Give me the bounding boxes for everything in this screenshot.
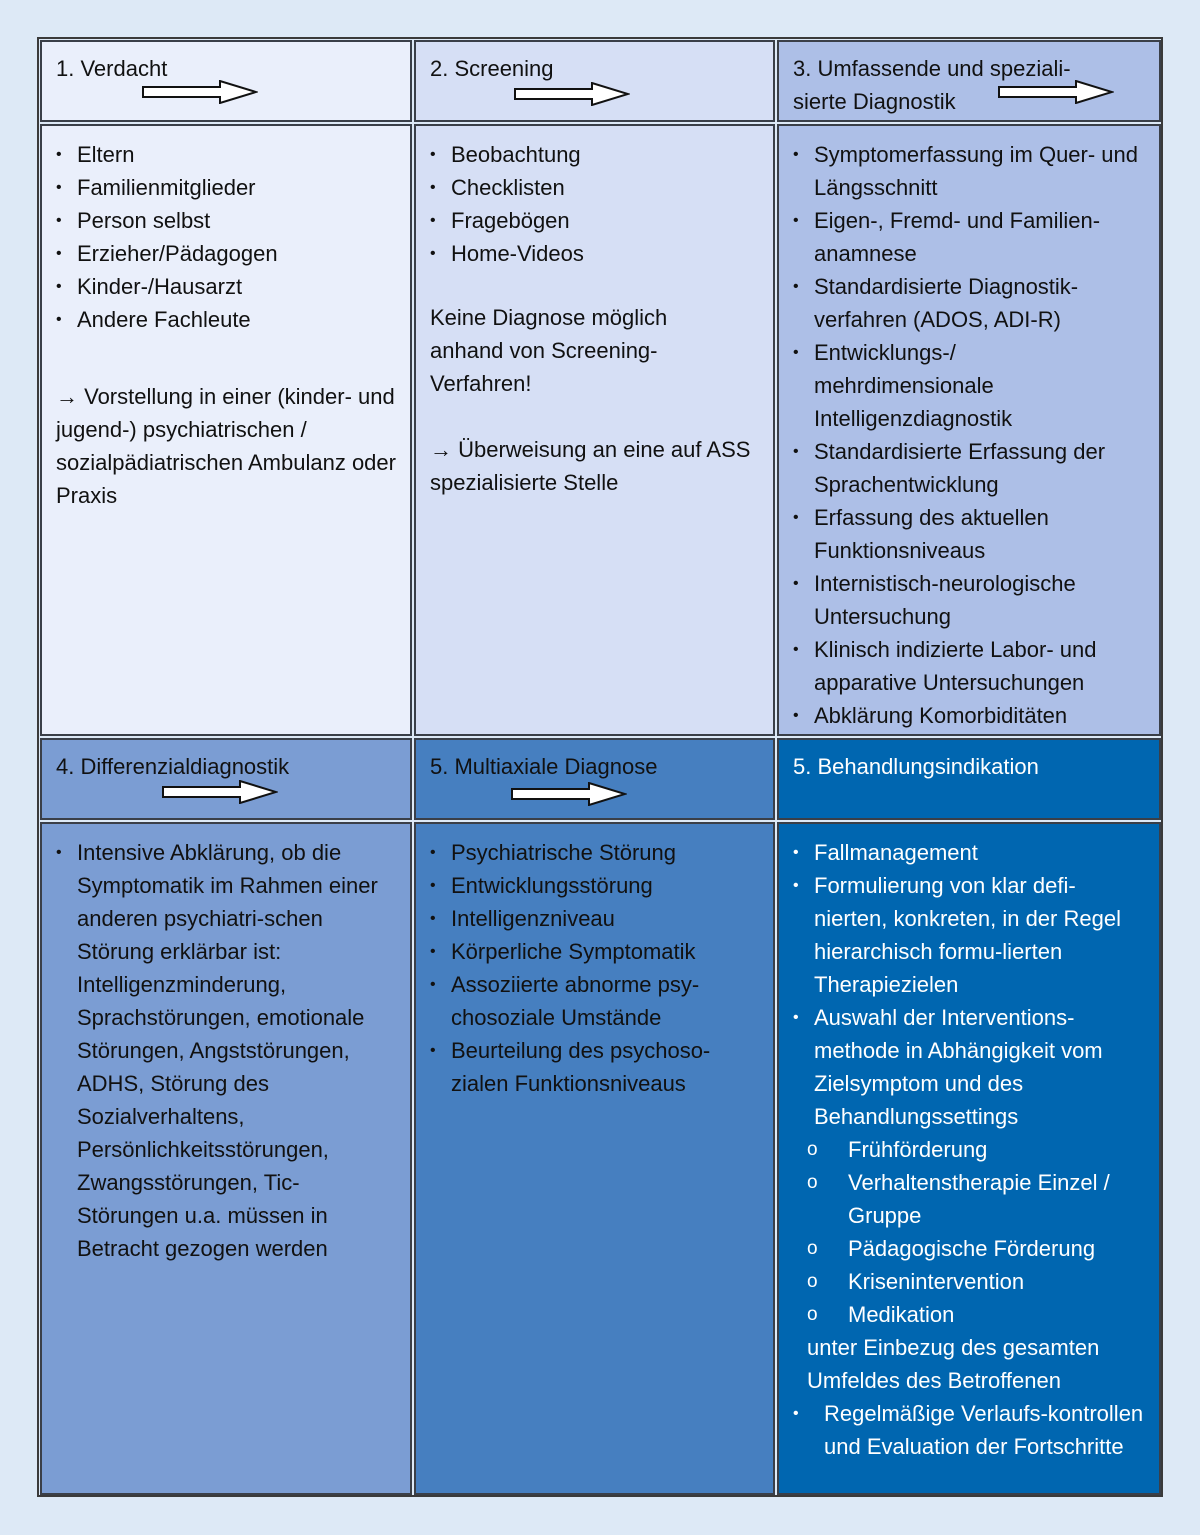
list-item: • Andere Fachleute bbox=[56, 303, 396, 336]
list-item: • Entwicklungs-/ mehrdimensionale Intelligenzdiagnostik bbox=[793, 336, 1145, 435]
step-2-remark: Keine Diagnose möglich anhand von Screening-Verfahren! bbox=[430, 305, 668, 396]
step-5-header bbox=[414, 738, 775, 820]
sub-list-item: o Frühförderung bbox=[807, 1133, 1145, 1166]
list-item: • Home-Videos bbox=[430, 237, 759, 270]
list-item: • Internistisch-neurologische Untersuchung bbox=[793, 567, 1145, 633]
step-5-title: 5. Multiaxiale Diagnose bbox=[430, 754, 658, 779]
list-item: • Auswahl der Interventions-methode in Abhängigkeit vom Zielsymptom und des Behandlungssettings bbox=[793, 1001, 1145, 1133]
list-item: • Beobachtung bbox=[430, 138, 759, 171]
step-6-title: 5. Behandlungsindikation bbox=[793, 754, 1039, 779]
right-arrow-icon bbox=[162, 780, 278, 804]
list-item: • Familienmitglieder bbox=[56, 171, 396, 204]
list-item: • Checklisten bbox=[430, 171, 759, 204]
list-item: • Entwicklungsstörung bbox=[430, 869, 759, 902]
list-item: • Regelmäßige Verlaufs-kontrollen und Evaluation der Fortschritte bbox=[793, 1397, 1145, 1463]
step-3-body bbox=[777, 124, 1161, 736]
sub-list-item: o Verhaltenstherapie Einzel / Gruppe bbox=[807, 1166, 1145, 1232]
step-2-list bbox=[430, 138, 759, 270]
sub-list-item: o Pädagogische Förderung bbox=[807, 1232, 1145, 1265]
list-item: • Eigen-, Fremd- und Familien-anamnese bbox=[793, 204, 1145, 270]
step-1-body bbox=[40, 124, 412, 736]
list-item: • Person selbst bbox=[56, 204, 396, 237]
list-item: • Körperliche Symptomatik bbox=[430, 935, 759, 968]
step-6-final-list bbox=[793, 1397, 1145, 1463]
step-1-referral-note: → Vorstellung in einer (kinder- und jugend-) psychiatrischen / sozialpädiatrischen Ambulanz oder Praxis bbox=[56, 384, 396, 508]
list-item: • Standardisierte Diagnostik-verfahren (ADOS, ADI-R) bbox=[793, 270, 1145, 336]
step-3-header bbox=[777, 40, 1161, 122]
step-3-title-line1: 3. Umfassende und speziali- bbox=[793, 56, 1071, 81]
right-arrow-icon bbox=[514, 82, 630, 106]
list-item: • Intensive Abklärung, ob die Symptomatik im Rahmen einer anderen psychiatri-schen Störung erklärbar ist: Intelligenzminderung, Sprachstörungen, emotionale Störungen, Angststörungen, ADHS, Störung des Sozialverhaltens, Persönlichkeitsstörungen, Zwangsstörungen, Tic-Störungen u.a. müssen in Betracht gezogen werden bbox=[56, 836, 396, 1265]
step-2-referral-note: → Überweisung an eine auf ASS spezialisierte Stelle bbox=[430, 437, 751, 495]
list-item: • Eltern bbox=[56, 138, 396, 171]
step-1-header bbox=[40, 40, 412, 122]
right-arrow-icon bbox=[998, 80, 1114, 104]
right-arrow-icon bbox=[142, 80, 258, 104]
list-item: • Standardisierte Erfassung der Sprachentwicklung bbox=[793, 435, 1145, 501]
list-item: • Intelligenzniveau bbox=[430, 902, 759, 935]
list-item: • Erzieher/Pädagogen bbox=[56, 237, 396, 270]
list-item: • Beurteilung des psychoso-zialen Funktionsniveaus bbox=[430, 1034, 759, 1100]
step-1-list bbox=[56, 138, 396, 336]
list-item: • Symptomerfassung im Quer- und Längsschnitt bbox=[793, 138, 1145, 204]
step-2-body bbox=[414, 124, 775, 736]
list-item: • Erfassung des aktuellen Funktionsniveaus bbox=[793, 501, 1145, 567]
list-item: • Abklärung Komorbiditäten bbox=[793, 699, 1145, 732]
list-item: • Fallmanagement bbox=[793, 836, 1145, 869]
step-3-list bbox=[793, 138, 1145, 732]
step-6-body bbox=[777, 822, 1161, 1495]
list-item: • Psychiatrische Störung bbox=[430, 836, 759, 869]
step-4-list bbox=[56, 836, 396, 1265]
step-6-list bbox=[793, 836, 1145, 1133]
step-2-title: 2. Screening bbox=[430, 56, 554, 81]
step-6-sub-list bbox=[793, 1133, 1145, 1331]
step-5-list bbox=[430, 836, 759, 1100]
right-arrow-icon bbox=[511, 782, 627, 806]
list-item: • Formulierung von klar defi-nierten, konkreten, in der Regel hierarchisch formu-lierten Therapiezielen bbox=[793, 869, 1145, 1001]
step-4-header bbox=[40, 738, 412, 820]
step-3-title-line2: sierte Diagnostik bbox=[793, 89, 956, 114]
list-item: • Assoziierte abnorme psy-chosoziale Umstände bbox=[430, 968, 759, 1034]
list-item: • Klinisch indizierte Labor- und apparative Untersuchungen bbox=[793, 633, 1145, 699]
step-4-body bbox=[40, 822, 412, 1495]
step-6-header bbox=[777, 738, 1161, 820]
step-5-body bbox=[414, 822, 775, 1495]
step-6-sub-note: unter Einbezug des gesamten Umfeldes des Betroffenen bbox=[807, 1335, 1100, 1393]
sub-list-item: o Medikation bbox=[807, 1298, 1145, 1331]
step-4-title: 4. Differenzialdiagnostik bbox=[56, 754, 290, 779]
list-item: • Kinder-/Hausarzt bbox=[56, 270, 396, 303]
step-1-title: 1. Verdacht bbox=[56, 56, 168, 81]
step-2-header bbox=[414, 40, 775, 122]
sub-list-item: o Krisenintervention bbox=[807, 1265, 1145, 1298]
list-item: • Fragebögen bbox=[430, 204, 759, 237]
